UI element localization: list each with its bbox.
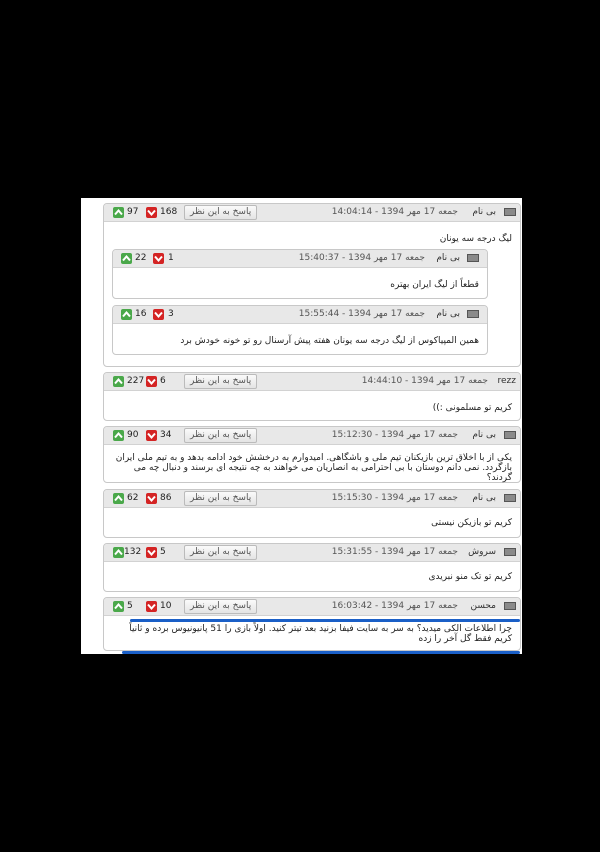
downvote-count: 34 (160, 430, 172, 440)
comment (103, 597, 521, 651)
flag-icon (504, 602, 516, 610)
upvote-count: 22 (135, 253, 147, 263)
chevron-down-icon[interactable] (146, 601, 157, 612)
chevron-down-icon[interactable] (146, 207, 157, 218)
comment-text: همین المپیاکوس از لیگ درجه سه یونان هفته پیش آرسنال رو تو خونه خودش برد (180, 336, 479, 346)
highlight-underline (122, 651, 520, 654)
downvote-count: 168 (160, 207, 178, 217)
comment-header (104, 544, 520, 562)
upvote-count: 97 (127, 207, 139, 217)
comment-text: چرا اطلاعات الکی میدید؟ به سر به سایت فیفا بزنید بعد تیتر کنید. اولاً بازی را 51 پانیونیوس برده و ثانیاً کریم فقط گل آخر را زده (129, 624, 512, 644)
upvote-count: 227 (127, 376, 145, 386)
comment-header (104, 427, 520, 445)
comment (103, 543, 521, 592)
comment-date: جمعه 17 مهر 1394 - 15:15:30 (331, 493, 458, 503)
comment-text: قطعاً از لیگ ایران بهتره (390, 280, 479, 290)
comment (103, 372, 521, 421)
comment-header (113, 250, 487, 268)
upvote-count: 16 (135, 309, 147, 319)
chevron-down-icon[interactable] (153, 253, 164, 264)
comment-date: جمعه 17 مهر 1394 - 14:04:14 (331, 207, 458, 217)
reply-button[interactable]: پاسخ به این نظر (184, 599, 257, 614)
reply-button[interactable]: پاسخ به این نظر (184, 428, 257, 443)
reply-comment (112, 249, 488, 299)
flag-icon (504, 208, 516, 216)
comment-author: بی نام (436, 253, 460, 263)
comment-header (104, 204, 520, 222)
comment-date: جمعه 17 مهر 1394 - 15:31:55 (331, 547, 458, 557)
downvote-count: 6 (160, 376, 166, 386)
chevron-down-icon[interactable] (146, 376, 157, 387)
comment-author: محسن (470, 601, 496, 611)
highlight-underline (130, 619, 520, 622)
comment-text: کریم تو تک منو نبریدی (428, 572, 512, 582)
reply-button[interactable]: پاسخ به این نظر (184, 491, 257, 506)
comment-header (113, 306, 487, 324)
comment-date: جمعه 17 مهر 1394 - 15:12:30 (331, 430, 458, 440)
comment-header (104, 490, 520, 508)
comment-author: بی نام (436, 309, 460, 319)
chevron-up-icon[interactable] (113, 207, 124, 218)
comment-date: جمعه 17 مهر 1394 - 14:44:10 (361, 376, 488, 386)
comment-text: کریم تو بازیکن نیستی (431, 518, 512, 528)
comment-text: لیگ درجه سه یونان (439, 234, 512, 244)
chevron-up-icon[interactable] (113, 376, 124, 387)
downvote-count: 10 (160, 601, 172, 611)
comment (103, 203, 521, 367)
upvote-count: 62 (127, 493, 139, 503)
comment-header (104, 598, 520, 616)
flag-icon (467, 310, 479, 318)
comment-author: بی نام (472, 207, 496, 217)
comment-text: یکی از با اخلاق ترین بازیکنان تیم ملی و باشگاهی. امیدوارم به درخشش خود ادامه بدهد و به تیم ملی ایران بازگردد. نمی دانم دوستان با بی احترامی به انصاریان می خواهند به چه نتیجه ای برسند و دنبال چه می گردند؟ (115, 453, 512, 483)
comment-author: بی نام (472, 430, 496, 440)
reply-button[interactable]: پاسخ به این نظر (184, 374, 257, 389)
downvote-count: 5 (160, 547, 166, 557)
comment-header (104, 373, 520, 391)
comment (103, 426, 521, 483)
reply-button[interactable]: پاسخ به این نظر (184, 205, 257, 220)
chevron-down-icon[interactable] (153, 309, 164, 320)
reply-comment (112, 305, 488, 355)
upvote-count: 90 (127, 430, 139, 440)
flag-icon (504, 548, 516, 556)
comment-date: جمعه 17 مهر 1394 - 15:55:44 (298, 309, 425, 319)
upvote-count: 132 (124, 547, 142, 557)
flag-icon (504, 494, 516, 502)
comment (103, 489, 521, 538)
comment-date: جمعه 17 مهر 1394 - 15:40:37 (298, 253, 425, 263)
chevron-up-icon[interactable] (113, 430, 124, 441)
comment-author: بی نام (472, 493, 496, 503)
flag-icon (467, 254, 479, 262)
comment-date: جمعه 17 مهر 1394 - 16:03:42 (331, 601, 458, 611)
chevron-up-icon[interactable] (113, 493, 124, 504)
chevron-up-icon[interactable] (113, 601, 124, 612)
chevron-up-icon[interactable] (121, 309, 132, 320)
chevron-down-icon[interactable] (146, 547, 157, 558)
flag-icon (504, 431, 516, 439)
downvote-count: 3 (168, 309, 174, 319)
downvote-count: 1 (168, 253, 174, 263)
comment-author: rezz (497, 376, 516, 386)
downvote-count: 86 (160, 493, 172, 503)
reply-button[interactable]: پاسخ به این نظر (184, 545, 257, 560)
chevron-up-icon[interactable] (121, 253, 132, 264)
chevron-down-icon[interactable] (146, 493, 157, 504)
comment-text: کریم تو مسلمونی :)) (432, 403, 512, 413)
chevron-up-icon[interactable] (113, 547, 124, 558)
upvote-count: 5 (127, 601, 133, 611)
comments-panel (81, 198, 522, 654)
chevron-down-icon[interactable] (146, 430, 157, 441)
comment-author: سروش (468, 547, 496, 557)
